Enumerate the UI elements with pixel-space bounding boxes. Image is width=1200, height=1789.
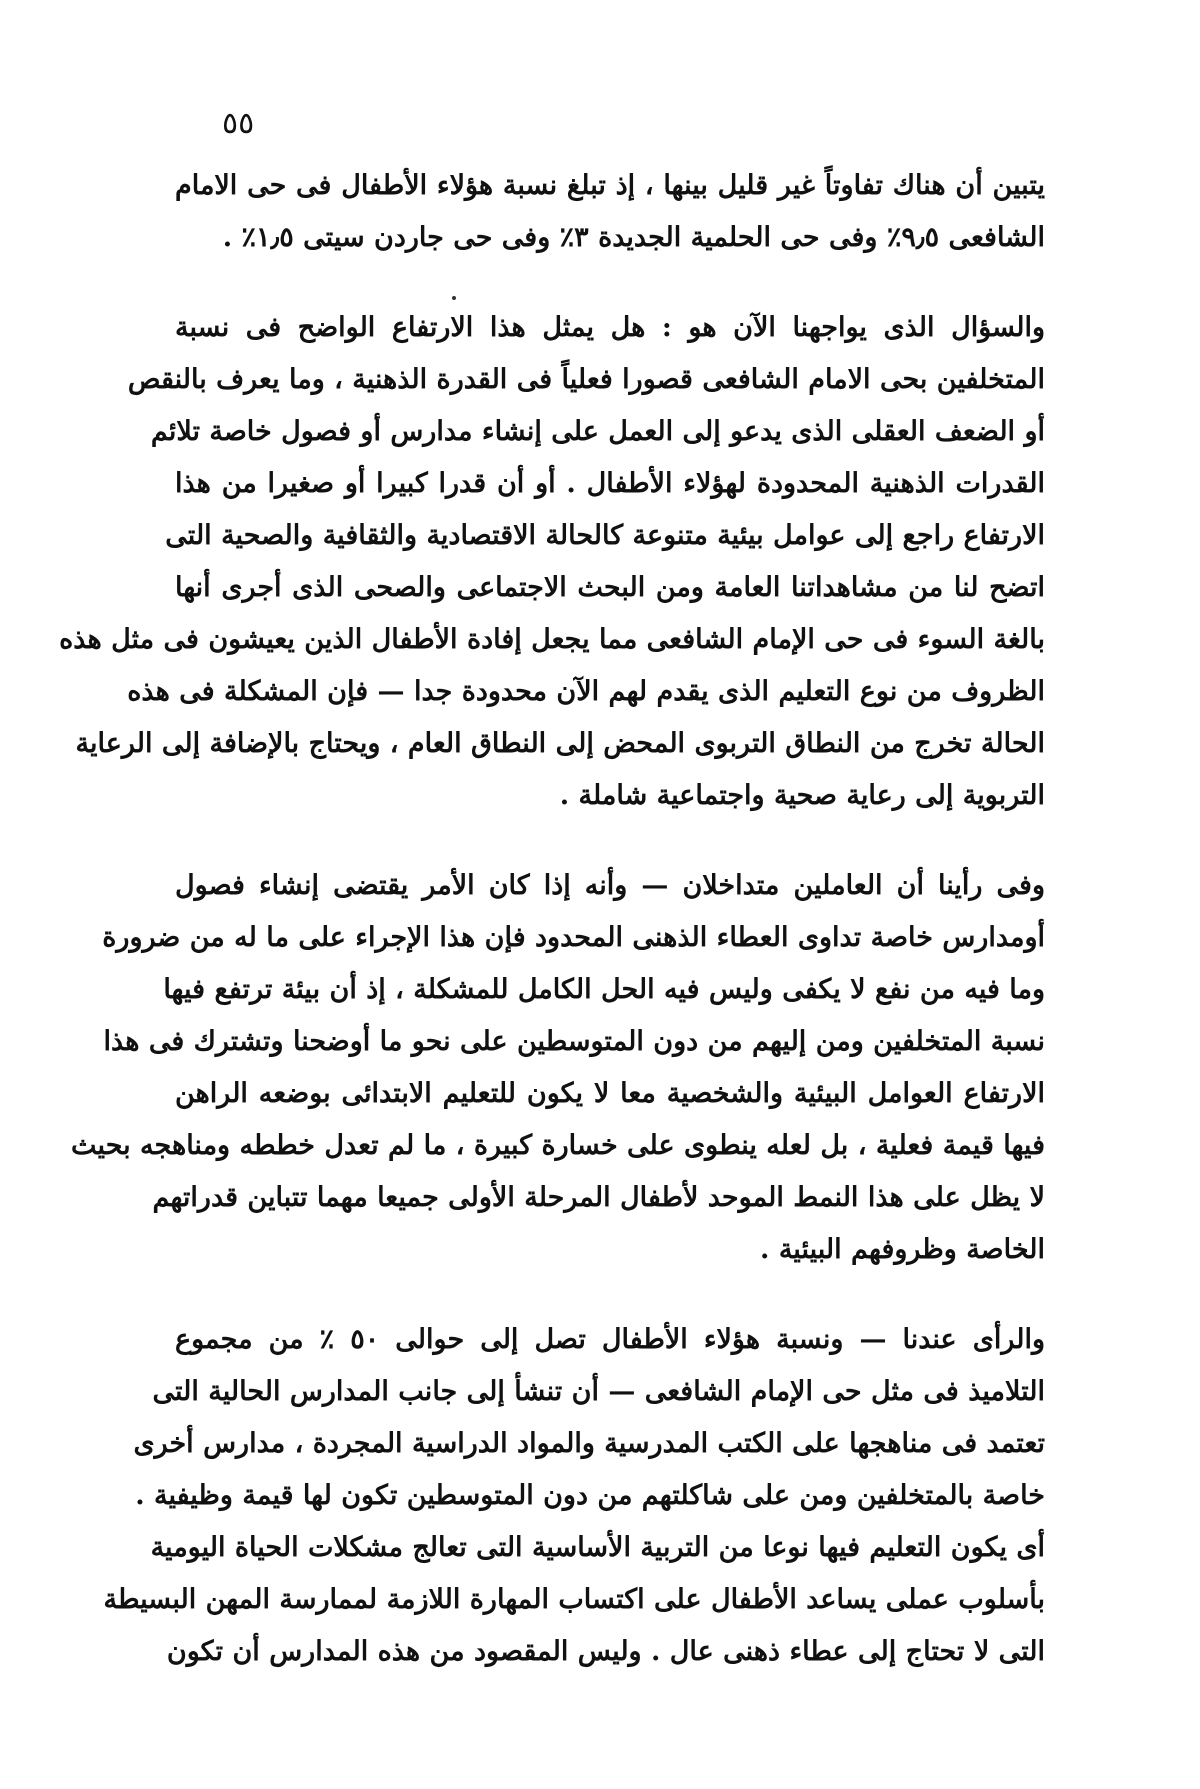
text-line: والرأى عندنا — ونسبة هؤلاء الأطفال تصل إلى حوالى ٥٠ ٪ من مجموع — [175, 1324, 1046, 1355]
body-text — [59, 160, 1046, 1716]
text-line: الخاصة وظروفهم البيئية . — [760, 1234, 1045, 1265]
text-line: أومدارس خاصة تداوى العطاء الذهنى المحدود فإن هذا الإجراء على ما له من ضرورة — [102, 922, 1045, 953]
paragraph-4 — [103, 1314, 1046, 1678]
text-line: بالغة السوء فى حى الإمام الشافعى مما يجعل إفادة الأطفال الذين يعيشون فى مثل هذه — [59, 624, 1045, 655]
paragraph-1 — [175, 160, 1045, 264]
text-line: تعتمد فى مناهجها على الكتب المدرسية والمواد الدراسية المجردة ، مدارس أخرى — [133, 1428, 1045, 1459]
text-line: اتضح لنا من مشاهداتنا العامة ومن البحث الاجتماعى والصحى الذى أجرى أنها — [175, 572, 1045, 603]
text-line: وفى رأينا أن العاملين متداخلان — وأنه إذا كان الأمر يقتضى إنشاء فصول — [175, 870, 1045, 901]
text-line: التى لا تحتاج إلى عطاء ذهنى عال . وليس المقصود من هذه المدارس أن تكون — [166, 1636, 1045, 1667]
text-line: يتبين أن هناك تفاوتاً غير قليل بينها ، إذ تبلغ نسبة هؤلاء الأطفال فى حى الامام — [175, 170, 1045, 201]
paragraph-2 — [59, 302, 1045, 822]
text-line: فيها قيمة فعلية ، بل لعله ينطوى على خسارة كبيرة ، ما لم تعدل خططه ومناهجه بحيث — [71, 1130, 1045, 1161]
paragraph-3 — [71, 860, 1045, 1276]
text-line: الظروف من نوع التعليم الذى يقدم لهم الآن محدودة جدا — فإن المشكلة فى هذه — [127, 676, 1045, 707]
text-line: لا يظل على هذا النمط الموحد لأطفال المرحلة الأولى جميعا مهما تتباين قدراتهم — [152, 1182, 1045, 1213]
text-line: وما فيه من نفع لا يكفى وليس فيه الحل الكامل للمشكلة ، إذ أن بيئة ترتفع فيها — [163, 974, 1045, 1005]
text-line: الشافعى ٩٫٥٪ وفى حى الحلمية الجديدة ٣٪ وفى حى جاردن سيتى ١٫٥٪ . — [222, 222, 1045, 253]
text-line: الارتفاع العوامل البيئية والشخصية معا لا يكون للتعليم الابتدائى بوضعه الراهن — [175, 1078, 1045, 1109]
page-number: ٥٥ — [222, 106, 255, 141]
text-line: المتخلفين بحى الامام الشافعى قصورا فعلياً فى القدرة الذهنية ، وما يعرف بالنقص — [127, 364, 1045, 395]
text-line: الارتفاع راجع إلى عوامل بيئية متنوعة كالحالة الاقتصادية والثقافية والصحية التى — [165, 520, 1045, 551]
text-line: الحالة تخرج من النطاق التربوى المحض إلى النطاق العام ، ويحتاج بالإضافة إلى الرعاية — [75, 728, 1045, 759]
text-line: أو الضعف العقلى الذى يدعو إلى العمل على إنشاء مدارس أو فصول خاصة تلائم — [150, 416, 1045, 447]
text-line: والسؤال الذى يواجهنا الآن هو : هل يمثل هذا الارتفاع الواضح فى نسبة — [175, 312, 1045, 343]
text-line: التربوية إلى رعاية صحية واجتماعية شاملة . — [559, 780, 1045, 811]
text-line: خاصة بالمتخلفين ومن على شاكلتهم من دون المتوسطين تكون لها قيمة وظيفية . — [135, 1480, 1045, 1511]
text-line: بأسلوب عملى يساعد الأطفال على اكتساب المهارة اللازمة لممارسة المهن البسيطة — [103, 1584, 1045, 1615]
text-line: أى يكون التعليم فيها نوعا من التربية الأساسية التى تعالج مشكلات الحياة اليومية — [150, 1532, 1045, 1563]
text-line: التلاميذ فى مثل حى الإمام الشافعى — أن تنشأ إلى جانب المدارس الحالية التى — [152, 1376, 1045, 1407]
text-line: القدرات الذهنية المحدودة لهؤلاء الأطفال . أو أن قدرا كبيرا أو صغيرا من هذا — [175, 468, 1045, 499]
text-line: نسبة المتخلفين ومن إليهم من دون المتوسطين على نحو ما أوضحنا وتشترك فى هذا — [103, 1026, 1045, 1057]
